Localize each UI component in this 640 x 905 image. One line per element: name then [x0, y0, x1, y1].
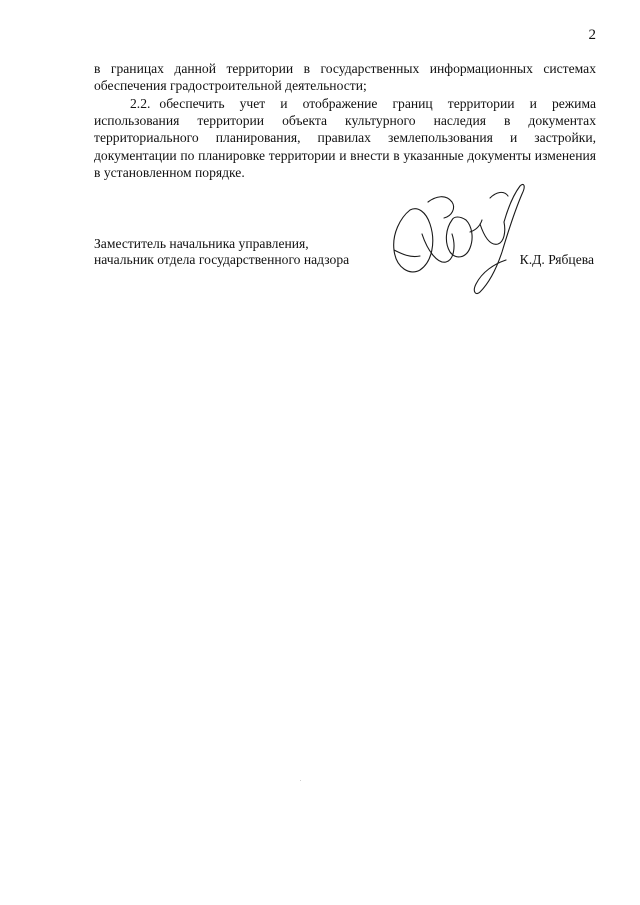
scan-speck	[300, 780, 301, 781]
page-number: 2	[588, 27, 596, 43]
signatory-name: К.Д. Рябцева	[519, 252, 594, 267]
paragraph-2-2-text: обеспечить учет и отображение границ территории и режима использования территории объекта культурного наследия в документах территориального планирования, правилах землепользования и застройки, документации по планировке территории и внести в указанные документы изменения в установленном порядке.	[94, 96, 596, 180]
signatory-position-line-1: Заместитель начальника управления,	[94, 236, 309, 251]
signatory-position-line-2: начальник отдела государственного надзора	[94, 252, 350, 267]
handwritten-signature	[380, 172, 530, 300]
paragraph-2-2	[94, 95, 596, 181]
paragraph-continuation: в границах данной территории в государственных информационных системах обеспечения градостроительной деятельности;	[94, 61, 596, 94]
paragraph-number: 2.2.	[130, 96, 151, 111]
